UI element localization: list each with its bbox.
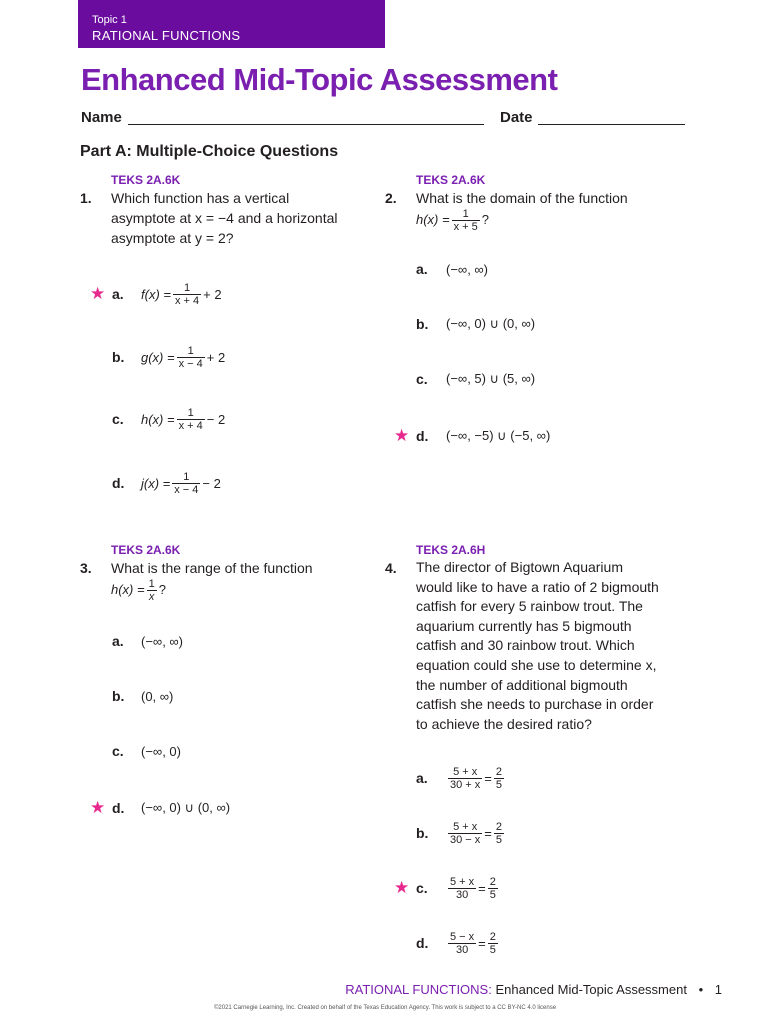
option-a[interactable]: a. (−∞, ∞)	[416, 261, 489, 277]
fraction: $\frac{1}{x - 4}$	[178, 344, 203, 370]
name-field[interactable]	[128, 124, 484, 125]
question-line: What is the domain of the function	[416, 190, 628, 206]
option-a[interactable]: a. (−∞, ∞)	[112, 633, 184, 649]
fraction: $\frac{2}{5}$	[489, 930, 496, 956]
function-expression: h(x) = $\frac{1}{x + 5}$ ?	[416, 207, 489, 233]
option-b[interactable]: b. g(x) = $\frac{1}{x - 4}$ + 2	[112, 344, 226, 370]
fraction: $\frac{1}{x + 5}$	[453, 207, 478, 233]
option-b[interactable]: b. (−∞, 0) ∪ (0, ∞)	[416, 316, 536, 332]
topic-name: RATIONAL FUNCTIONS	[92, 28, 241, 43]
part-a-heading: Part A: Multiple-Choice Questions	[80, 143, 339, 160]
fraction: $\frac{5 + x}{30 + x}$	[450, 765, 481, 791]
footer-topic: RATIONAL FUNCTIONS:	[345, 982, 492, 997]
fraction: $\frac{1}{x + 4}$	[174, 281, 200, 307]
option-a[interactable]: a. $\frac{5 + x}{30 + x}$ = $\frac{2}{5}$	[416, 765, 502, 791]
correct-star-icon: ★	[394, 426, 410, 445]
correct-star-icon: ★	[394, 878, 410, 897]
fraction: $\frac{2}{5}$	[495, 820, 502, 846]
question-text	[111, 558, 381, 602]
page-number: 1	[714, 982, 722, 997]
option-c[interactable]: ★ c. $\frac{5 + x}{30}$ = $\frac{2}{5}$	[394, 875, 496, 901]
option-c[interactable]: c. (−∞, 0)	[112, 743, 181, 759]
question-number: 2.	[385, 190, 397, 206]
fraction: $\frac{1}{x}$	[148, 577, 155, 603]
question-line: What is the range of the function	[111, 560, 313, 576]
fraction: $\frac{2}{5}$	[495, 765, 502, 791]
question-line: Which function has a vertical	[111, 190, 290, 206]
page-footer	[345, 982, 722, 997]
date-label: Date	[500, 109, 533, 126]
fraction: $\frac{5 + x}{30}$	[450, 875, 475, 901]
question-line: catfish for every 5 rainbow trout. The	[416, 598, 643, 615]
question-line: catfish and 30 rainbow trout. Which	[416, 637, 635, 654]
option-a[interactable]: ★ a. f(x) = $\frac{1}{x + 4}$ + 2	[90, 281, 222, 307]
question-line: asymptote at y = 2?	[111, 230, 234, 246]
correct-star-icon: ★	[90, 284, 106, 303]
option-b[interactable]: b. $\frac{5 + x}{30 - x}$ = $\frac{2}{5}$	[416, 820, 502, 846]
option-b[interactable]: b. (0, ∞)	[112, 688, 174, 704]
fraction: $\frac{5 + x}{30 - x}$	[450, 820, 481, 846]
question-line: to achieve the desired ratio?	[416, 715, 592, 732]
correct-star-icon: ★	[90, 798, 106, 817]
question-line: the number of additional bigmouth	[416, 676, 628, 693]
question-line: The director of Bigtown Aquarium	[416, 559, 623, 575]
fraction: $\frac{2}{5}$	[489, 875, 496, 901]
fraction: $\frac{1}{x + 4}$	[178, 406, 203, 432]
question-number: 4.	[385, 560, 397, 576]
question-text	[416, 558, 716, 734]
teks-tag: TEKS 2A.6K	[416, 173, 486, 187]
option-d[interactable]: d. j(x) = $\frac{1}{x - 4}$ − 2	[112, 470, 221, 496]
topic-label: Topic 1	[92, 14, 127, 26]
fraction: $\frac{5 - x}{30}$	[450, 930, 475, 956]
question-line: would like to have a ratio of 2 bigmouth	[416, 578, 659, 595]
option-d[interactable]: ★ d. (−∞, 0) ∪ (0, ∞)	[90, 798, 231, 817]
teks-tag: TEKS 2A.6H	[416, 543, 486, 557]
page-title: Enhanced Mid-Topic Assessment	[81, 62, 558, 97]
question-number: 3.	[80, 560, 92, 576]
footer-separator: •	[698, 982, 704, 997]
copyright-notice: ©2021 Carnegie Learning, Inc. Created on behalf of the Texas Education Agency. This work is subject to a CC BY-NC 4.0 license	[213, 1005, 557, 1011]
teks-tag: TEKS 2A.6K	[111, 173, 181, 187]
option-d[interactable]: ★ d. (−∞, −5) ∪ (−5, ∞)	[394, 426, 551, 445]
question-text	[416, 188, 706, 232]
question-text	[111, 188, 381, 248]
question-line: equation could she use to determine x,	[416, 656, 657, 673]
name-label: Name	[81, 109, 122, 126]
fraction: $\frac{1}{x - 4}$	[174, 470, 199, 496]
footer-title: Enhanced Mid-Topic Assessment	[495, 982, 687, 997]
question-line: aquarium currently has 5 bigmouth	[416, 617, 632, 634]
question-line: catfish she needs to purchase in order	[416, 696, 654, 713]
teks-tag: TEKS 2A.6K	[111, 543, 181, 557]
option-c[interactable]: c. h(x) = $\frac{1}{x + 4}$ − 2	[112, 406, 226, 432]
topic-banner	[78, 0, 385, 48]
option-c[interactable]: c. (−∞, 5) ∪ (5, ∞)	[416, 371, 536, 387]
question-line: asymptote at x = −4 and a horizontal	[111, 210, 338, 226]
option-d[interactable]: d. $\frac{5 - x}{30}$ = $\frac{2}{5}$	[416, 930, 496, 956]
function-expression: h(x) = $\frac{1}{x}$ ?	[111, 577, 166, 603]
question-number: 1.	[80, 190, 92, 206]
date-field[interactable]	[538, 124, 685, 125]
